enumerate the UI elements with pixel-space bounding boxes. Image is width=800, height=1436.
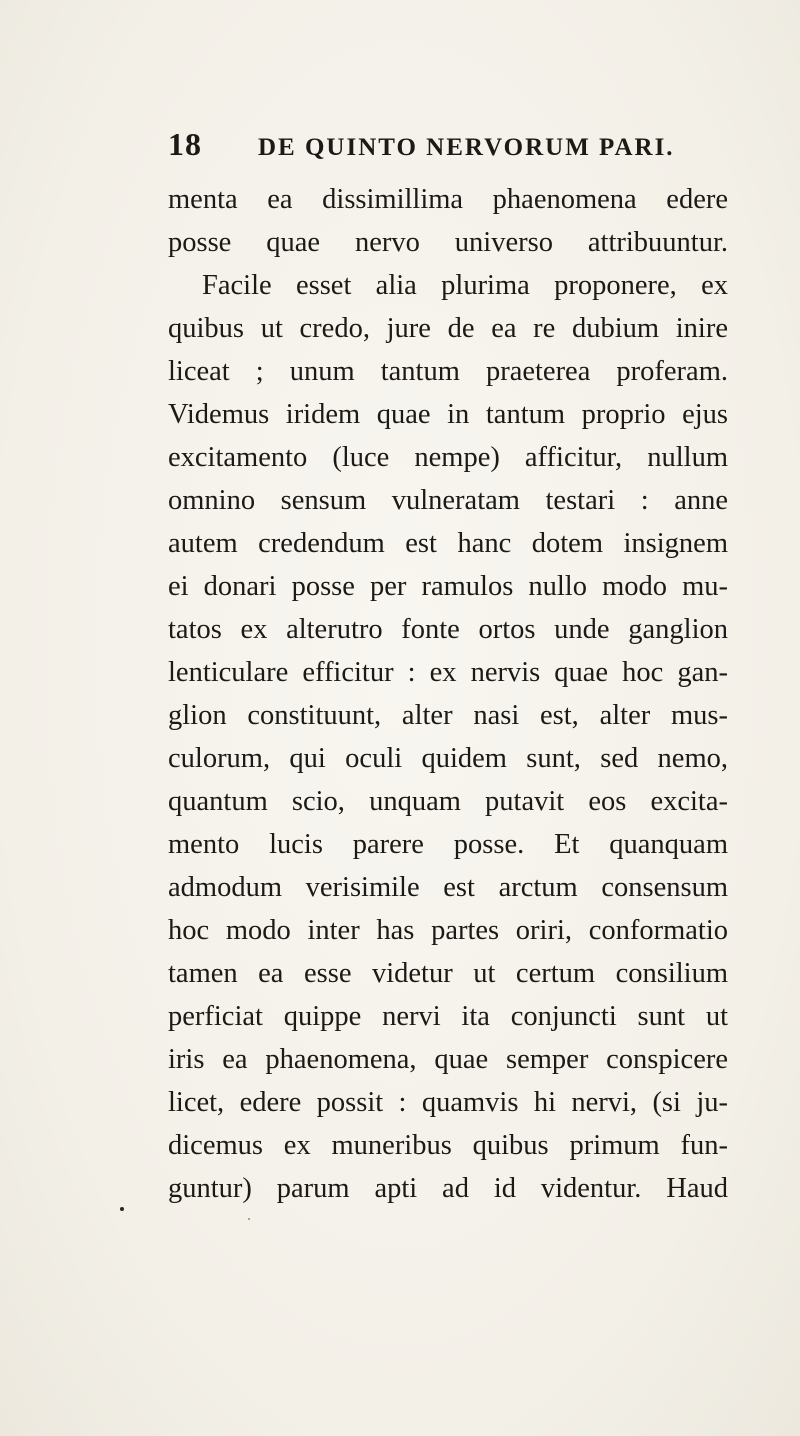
ink-speck — [248, 1218, 250, 1220]
text-line-15: quantum scio, unquam putavit eos excita- — [168, 786, 728, 817]
text-line-23: dicemus ex muneribus quibus primum fun- — [168, 1130, 728, 1161]
ink-speck — [120, 1207, 124, 1211]
text-line-5: liceat ; unum tantum praeterea proferam. — [168, 356, 728, 387]
text-line-22: licet, edere possit : quamvis hi nervi, (si ju- — [168, 1087, 728, 1118]
text-line-8: omnino sensum vulneratam testari : anne — [168, 485, 728, 516]
running-head — [168, 126, 728, 166]
running-head-title: DE QUINTO NERVORUM PARI. — [258, 134, 675, 161]
text-line-21: iris ea phaenomena, quae semper conspicere — [168, 1044, 728, 1075]
text-line-7: excitamento (luce nempe) afficitur, nullum — [168, 442, 728, 473]
text-line-18: hoc modo inter has partes oriri, conformatio — [168, 915, 728, 946]
text-line-14: culorum, qui oculi quidem sunt, sed nemo, — [168, 743, 728, 774]
text-line-6: Videmus iridem quae in tantum proprio ejus — [168, 399, 728, 430]
text-line-3: Facile esset alia plurima proponere, ex — [202, 270, 728, 301]
text-line-9: autem credendum est hanc dotem insignem — [168, 528, 728, 559]
text-line-10: ei donari posse per ramulos nullo modo mu- — [168, 571, 728, 602]
text-line-4: quibus ut credo, jure de ea re dubium inire — [168, 313, 728, 344]
text-line-20: perficiat quippe nervi ita conjuncti sunt ut — [168, 1001, 728, 1032]
page-number: 18 — [168, 126, 202, 162]
text-line-16: mento lucis parere posse. Et quanquam — [168, 829, 728, 860]
text-line-1: menta ea dissimillima phaenomena edere — [168, 184, 728, 215]
text-line-12: lenticulare efficitur : ex nervis quae hoc gan- — [168, 657, 728, 688]
text-line-24: guntur) parum apti ad id videntur. Haud — [168, 1173, 728, 1204]
text-line-11: tatos ex alterutro fonte ortos unde ganglion — [168, 614, 728, 645]
text-line-17: admodum verisimile est arctum consensum — [168, 872, 728, 903]
body-text — [168, 178, 728, 1210]
text-line-19: tamen ea esse videtur ut certum consilium — [168, 958, 728, 989]
text-line-13: glion constituunt, alter nasi est, alter mus- — [168, 700, 728, 731]
text-line-2: posse quae nervo universo attribuuntur. — [168, 227, 728, 258]
